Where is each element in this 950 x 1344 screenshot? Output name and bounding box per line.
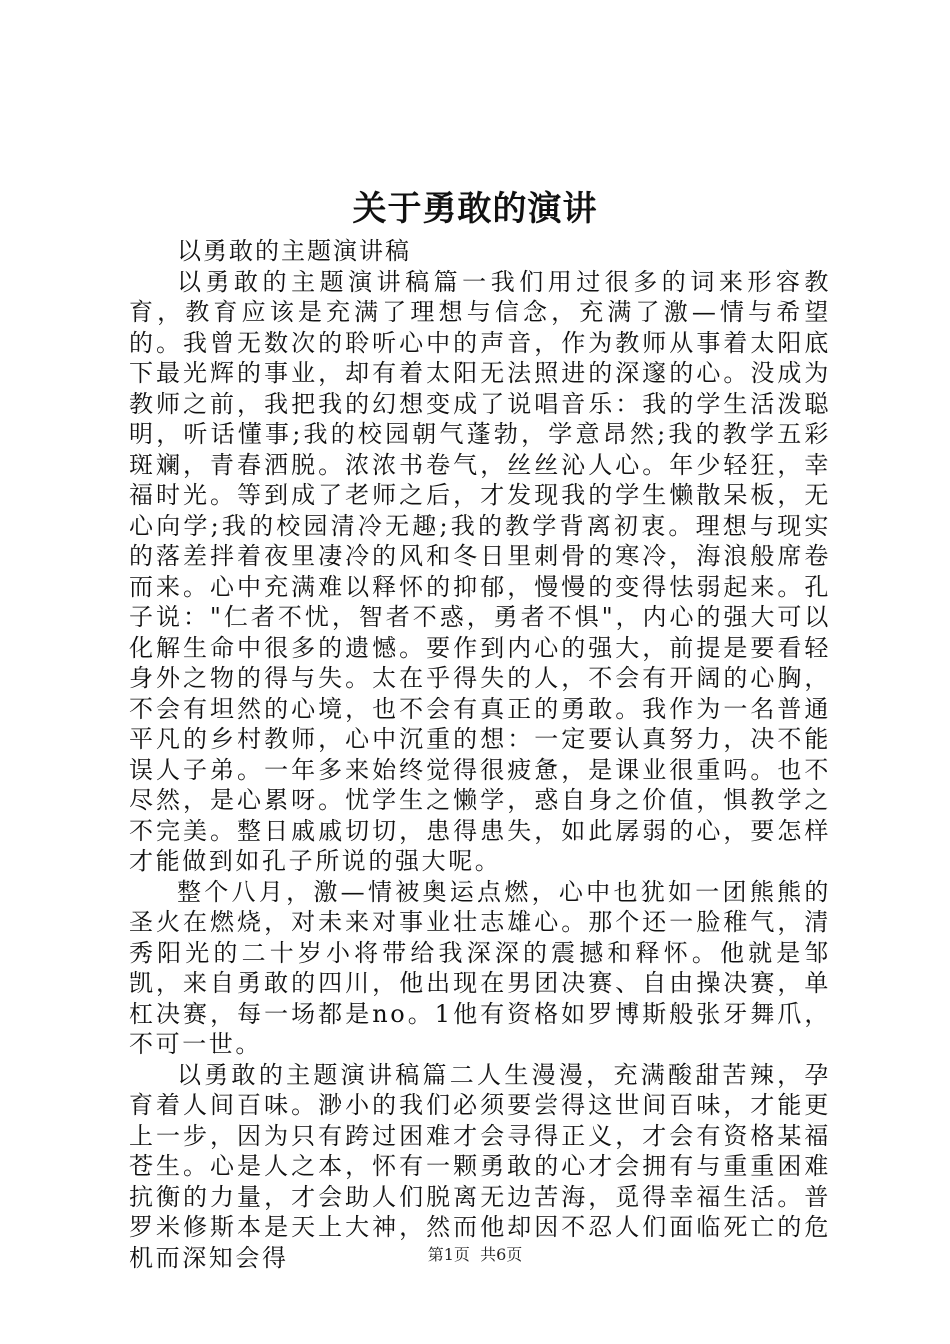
document-body <box>129 236 831 1273</box>
paragraph-2: 整个八月，激—情被奥运点燃，心中也犹如一团熊熊的圣火在燃烧，对未来对事业壮志雄心。那个还一脸稚气，清秀阳光的二十岁小将带给我深深的震撼和释怀。他就是邹凯，来自勇敢的四川，他出现在男团决赛、自由操决赛，单杠决赛，每一场都是no。1他有资格如罗博斯般张牙舞爪，不可一世。 <box>129 877 831 1058</box>
paragraph-3: 以勇敢的主题演讲稿篇二人生漫漫，充满酸甜苦辣，孕育着人间百味。渺小的我们必须要尝得这世间百味，才能更上一步，因为只有跨过困难才会寻得正义，才会有资格某福苍生。心是人之本，怀有一颗勇敢的心才会拥有与重重困难抗衡的力量，才会助人们脱离无边苦海，觅得幸福生活。普罗米修斯本是天上大神，然而他却因不忍人们面临死亡的危机而深知会得 <box>129 1060 831 1272</box>
document-subtitle: 以勇敢的主题演讲稿 <box>177 237 411 265</box>
page-number-footer: 第1页 共6页 <box>427 1245 523 1264</box>
document-title: 关于勇敢的演讲 <box>352 189 598 229</box>
paragraph-1: 以勇敢的主题演讲稿篇一我们用过很多的词来形容教育，教育应该是充满了理想与信念，充满了激—情与希望的。我曾无数次的聆听心中的声音，作为教师从事着太阳底下最光辉的事业，却有着太阳无法照进的深邃的心。没成为教师之前，我把我的幻想变成了说唱音乐：我的学生活泼聪明，听话懂事;我的校园朝气蓬勃，学意昂然;我的教学五彩斑斓，青春洒脱。浓浓书卷气，丝丝沁人心。年少轻狂，幸福时光。等到成了老师之后，才发现我的学生懒散呆板，无心向学;我的校园清冷无趣;我的教学背离初衷。理想与现实的落差拌着夜里凄冷的风和冬日里刺骨的寒冷，海浪般席卷而来。心中充满难以释怀的抑郁，慢慢的变得怯弱起来。孔子说："仁者不忧，智者不惑，勇者不惧"，内心的强大可以化解生命中很多的遗憾。要作到内心的强大，前提是要看轻身外之物的得与失。太在乎得失的人，不会有开阔的心胸，不会有坦然的心境，也不会有真正的勇敢。我作为一名普通平凡的乡村教师，心中沉重的想：一定要认真努力，决不能误人子弟。一年多来始终觉得很疲惫，是课业很重吗。也不尽然，是心累呀。忧学生之懒学，惑自身之价值，惧教学之不完美。整日戚戚切切，患得患失，如此孱弱的心，要怎样才能做到如孔子所说的强大呢。 <box>129 267 831 875</box>
